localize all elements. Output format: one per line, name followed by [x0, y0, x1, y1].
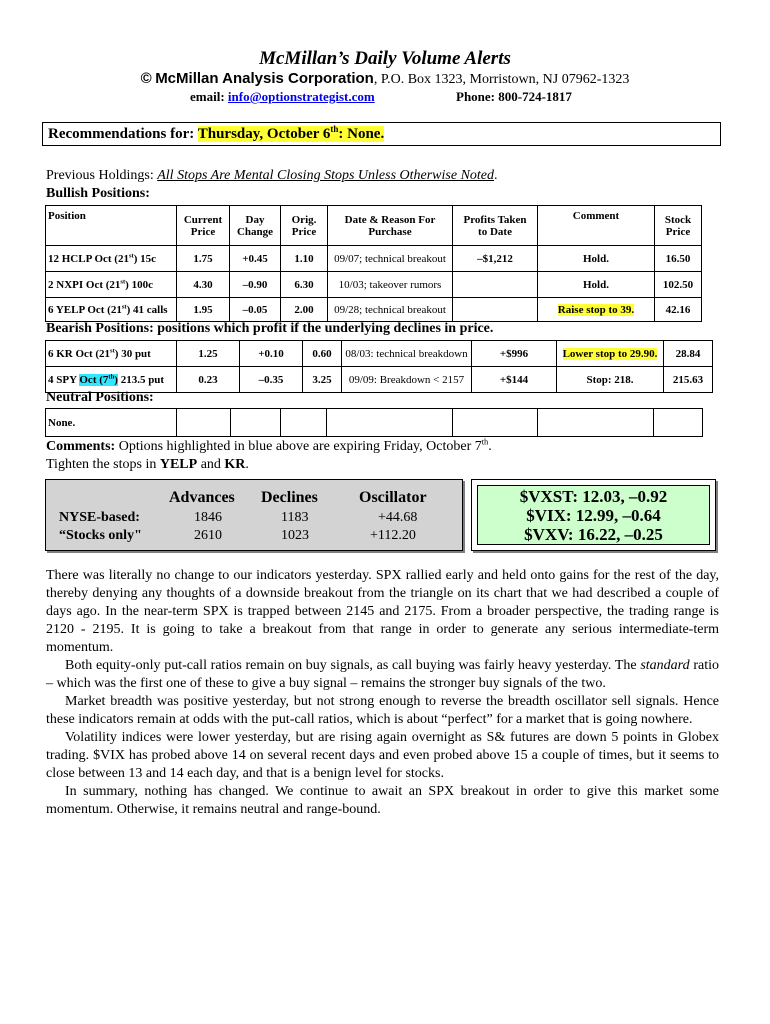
- position-cell: 6 YELP Oct (21st) 41 calls: [46, 298, 177, 322]
- neutral-table: [45, 408, 703, 437]
- col-day-change: Day Change: [230, 206, 281, 246]
- vix-value: $VIX: 12.99, –0.64: [526, 506, 661, 525]
- table-row: None.: [46, 409, 703, 437]
- newsletter-title: McMillan’s Daily Volume Alerts: [259, 48, 511, 69]
- comments: Comments: Options highlighted in blue above are expiring Friday, October 7th. Tighten the stops in YELP and KR.: [46, 437, 492, 472]
- table-row: 6 YELP Oct (21st) 41 calls 1.95 –0.05 2.00 09/28; technical breakout Raise stop to 39. 42.16: [46, 298, 702, 322]
- market-commentary: [46, 567, 719, 819]
- bullish-heading: Bullish Positions:: [46, 186, 150, 201]
- company-name: McMillan Analysis Corporation: [155, 70, 374, 87]
- recommendations: [48, 126, 384, 143]
- table-row: 2 NXPI Oct (21st) 100c 4.30 –0.90 6.30 10/03; takeover rumors Hold. 102.50: [46, 272, 702, 298]
- col-comment: Comment: [538, 206, 655, 246]
- bullish-header-row: [46, 206, 702, 246]
- position-cell: 2 NXPI Oct (21st) 100c: [46, 272, 177, 298]
- paragraph: In summary, nothing has changed. We continue to await an SPX breakout in order to give this market some momentum. Otherwise, it remains neutral and range-bound.: [46, 784, 719, 817]
- declines-header: Declines: [261, 489, 318, 506]
- oscillator-header: Oscillator: [359, 489, 427, 506]
- company-address: , P.O. Box 1323, Morristown, NJ 07962-1323: [373, 72, 630, 87]
- recommendations-date: Thursday, October 6th: None.: [197, 124, 385, 142]
- paragraph: There was literally no change to our indicators yesterday. SPX rallied early and held onto gains for the rest of the day, thereby denying any thoughts of a downside breakout from the triangle on its chart that we had described a couple of days ago. In the near-term SPX is trapped between 2145 and 2175. From a broader perspective, the trading range is 2120 - 2195. It is going to take a breakout from that range in order to generate any serious intermediate-term momentum.: [46, 568, 719, 655]
- copyright-symbol: ©: [140, 70, 152, 87]
- highlighted-comment: Raise stop to 39.: [557, 303, 635, 316]
- vxst-value: $VXST: 12.03, –0.92: [519, 487, 668, 506]
- vxv-value: $VXV: 16.22, –0.25: [524, 525, 663, 544]
- col-position: Position: [46, 206, 177, 246]
- position-cell: 12 HCLP Oct (21st) 15c: [46, 246, 177, 272]
- col-reason: Date & Reason For Purchase: [328, 206, 453, 246]
- stocks-only-label: “Stocks only": [59, 528, 142, 543]
- position-cell: 4 SPY Oct (7th) 213.5 put: [46, 367, 177, 393]
- advances-header: Advances: [169, 489, 235, 506]
- table-row: 4 SPY Oct (7th) 213.5 put 0.23 –0.35 3.25 09/09: Breakdown < 2157 +$144 Stop: 218. 215.63: [46, 367, 713, 393]
- paragraph: Volatility indices were lower yesterday, but are rising again overnight as S& futures are down 5 points in Globex trading. $VIX has probed above 14 on several recent days and even probed above 15 a couple of times, but it seems to close between 13 and 14 each day, and that is a benign level for stocks.: [46, 730, 719, 781]
- table-row: 6 KR Oct (21st) 30 put 1.25 +0.10 0.60 08/03: technical breakdown +$996 Lower stop to 29.90. 28.84: [46, 341, 713, 367]
- previous-holdings: Previous Holdings: All Stops Are Mental Closing Stops Unless Otherwise Noted.: [46, 168, 498, 183]
- col-stock-price: Stock Price: [655, 206, 702, 246]
- bullish-table: [45, 205, 702, 322]
- nyse-label: NYSE-based:: [59, 510, 140, 525]
- breadth-indicators-box: Advances Declines Oscillator NYSE-based: 1846 1183 +44.68 “Stocks only" 2610 1023 +112.20: [45, 479, 463, 551]
- bearish-heading: Bearish Positions: positions which profit if the underlying declines in price.: [46, 321, 494, 336]
- expiring-highlight: Oct (7th): [79, 372, 118, 386]
- volatility-inner: [477, 485, 710, 545]
- col-orig-price: Orig. Price: [281, 206, 328, 246]
- bearish-table: [45, 340, 713, 393]
- paragraph: Both equity-only put-call ratios remain on buy signals, as call buying was fairly heavy yesterday. The standard ratio – which was the first one of these to give a buy signal – remains the stronger buy signals of the two.: [46, 658, 719, 691]
- email-link[interactable]: info@optionstrategist.com: [227, 89, 375, 104]
- neutral-heading: Neutral Positions:: [46, 390, 154, 405]
- table-row: 12 HCLP Oct (21st) 15c 1.75 +0.45 1.10 09/07; technical breakout –$1,212 Hold. 16.50: [46, 246, 702, 272]
- volatility-box: [471, 479, 716, 551]
- email-line: [190, 89, 375, 105]
- col-profits: Profits Taken to Date: [453, 206, 538, 246]
- highlighted-comment: Lower stop to 29.90.: [562, 347, 658, 360]
- stops-note: All Stops Are Mental Closing Stops Unless Otherwise Noted: [157, 168, 495, 183]
- paragraph: Market breadth was positive yesterday, but not strong enough to reverse the breadth oscillator sell signals. Hence these indicators remain at odds with the put-call ratios, which is about “perfect” for a market that is going nowhere.: [46, 694, 719, 727]
- company-line: [0, 70, 770, 88]
- col-current-price: Current Price: [177, 206, 230, 246]
- recommendations-label: Recommendations for:: [48, 126, 195, 142]
- phone: Phone: 800-724-1817: [456, 89, 572, 104]
- position-cell: 6 KR Oct (21st) 30 put: [46, 341, 177, 367]
- email-label: email:: [190, 89, 225, 104]
